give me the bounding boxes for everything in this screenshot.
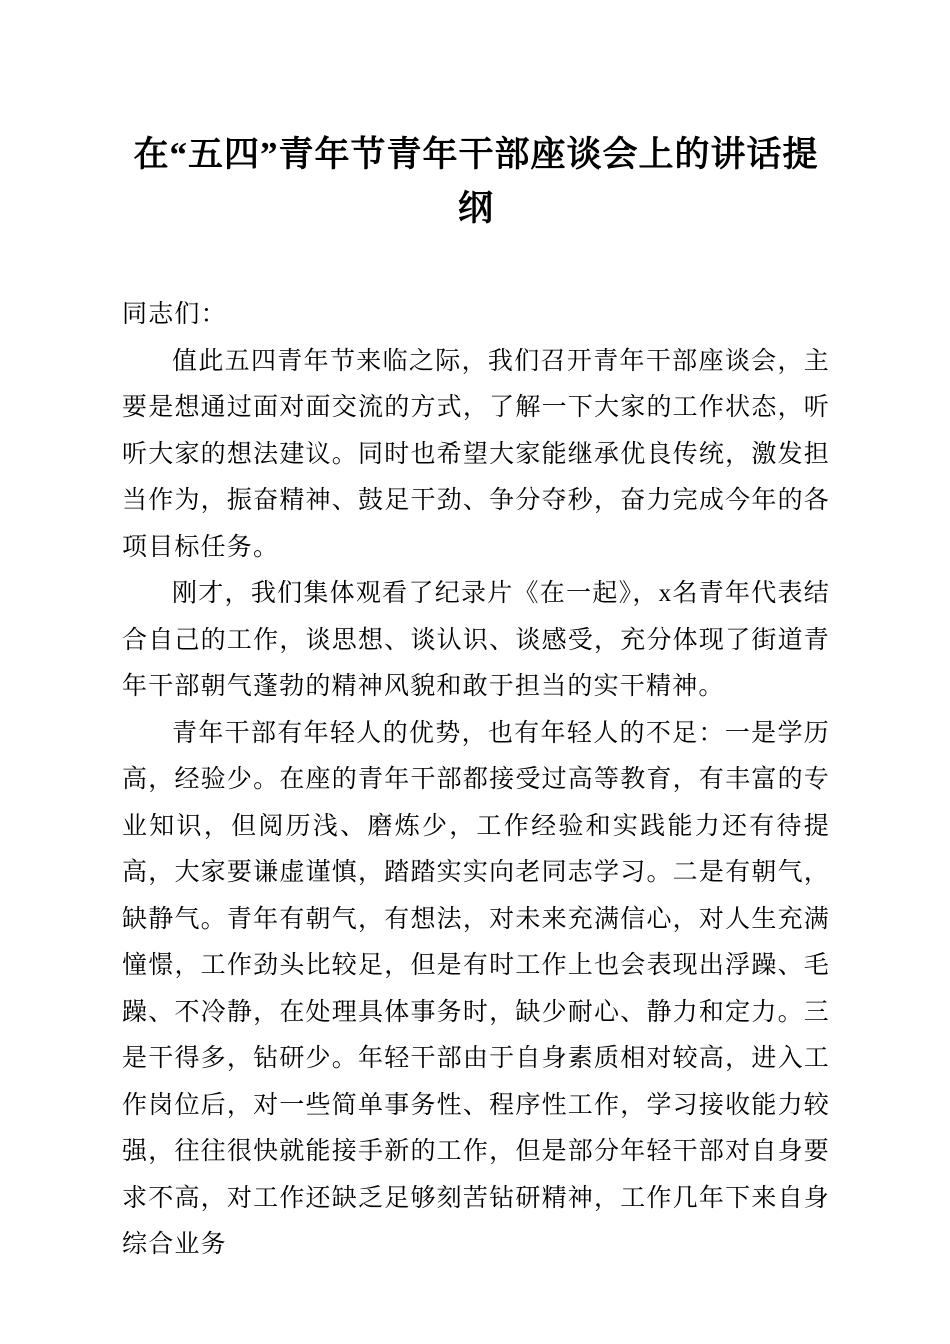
- paragraph: 刚才，我们集体观看了纪录片《在一起》，x名青年代表结合自己的工作，谈思想、谈认识、谈感受，充分体现了街道青年干部朝气蓬勃的精神风貌和敢于担当的实干精神。: [122, 580, 830, 700]
- paragraph-salutation: 同志们：: [122, 301, 227, 328]
- paragraph: 值此五四青年节来临之际，我们召开青年干部座谈会，主要是想通过面对面交流的方式，了解一下大家的工作状态，听听大家的想法建议。同时也希望大家能继承优良传统，激发担当作为，振奋精神、鼓足干劲、争分夺秒，奋力完成今年的各项目标任务。: [122, 347, 830, 561]
- paragraph: 青年干部有年轻人的优势，也有年轻人的不足：一是学历高，经验少。在座的青年干部都接受过高等教育，有丰富的专业知识，但阅历浅、磨炼少，工作经验和实践能力还有待提高，大家要谦虚谨慎，踏踏实实向老同志学习。二是有朝气，缺静气。青年有朝气，有想法，对未来充满信心，对人生充满憧憬，工作劲头比较足，但是有时工作上也会表现出浮躁、毛躁、不冷静，在处理具体事务时，缺少耐心、静力和定力。三是干得多，钻研少。年轻干部由于自身素质相对较高，进入工作岗位后，对一些简单事务性、程序性工作，学习接收能力较强，往往很快就能接手新的工作，但是部分年轻干部对自身要求不高，对工作还缺乏足够刻苦钻研精神，工作几年下来自身综合业务: [122, 719, 830, 1258]
- document-body: [122, 292, 830, 1269]
- document-title: 在“五四”青年节青年干部座谈会上的讲话提纲: [133, 135, 819, 228]
